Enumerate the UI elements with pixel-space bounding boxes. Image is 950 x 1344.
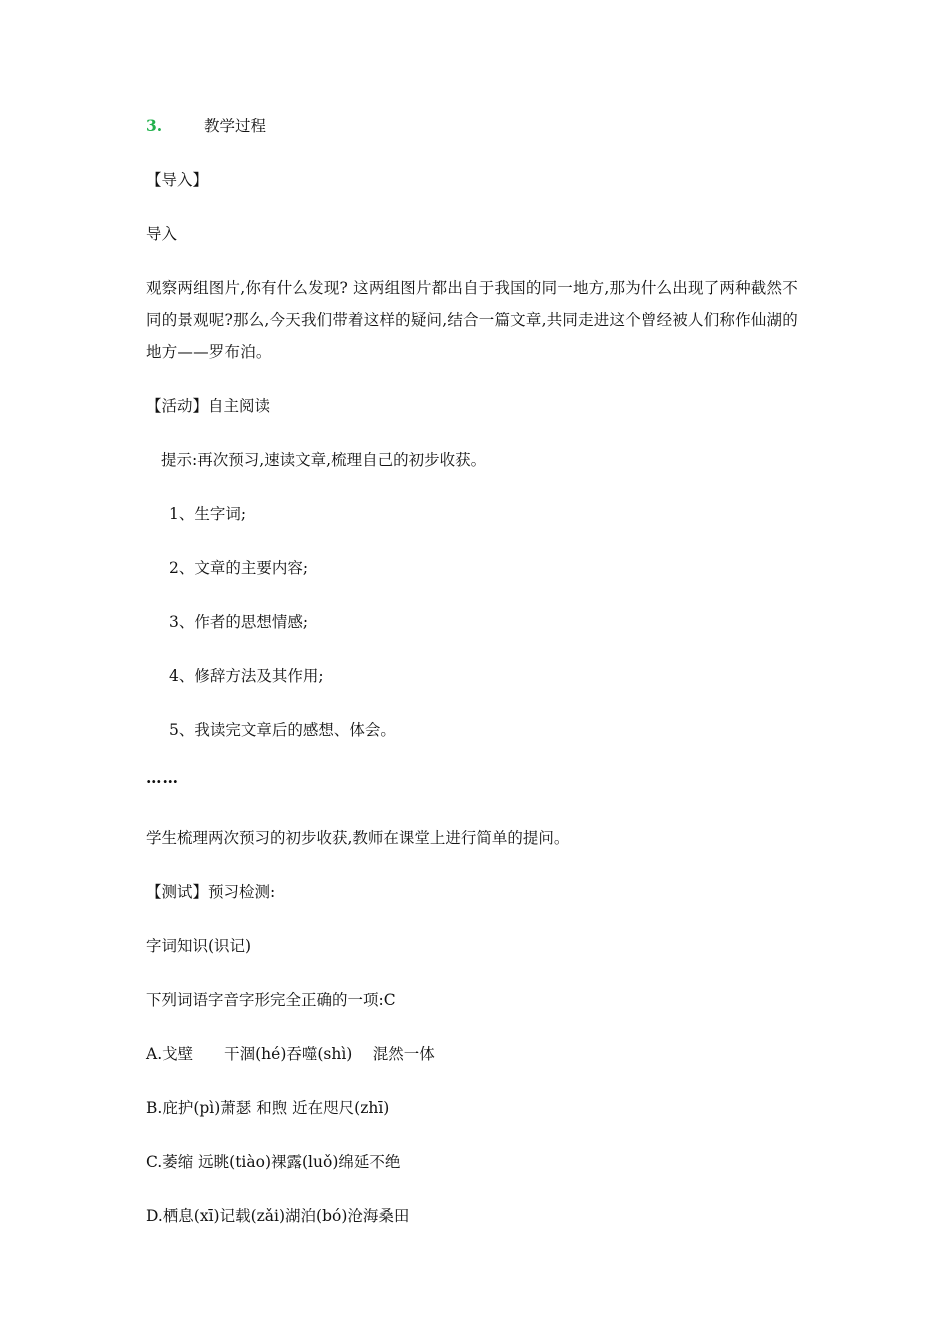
section-title: 教学过程	[204, 117, 267, 135]
task-item: 1、生字词;	[169, 505, 247, 523]
test-heading: 【测试】预习检测:	[146, 883, 276, 901]
intro-label: 导入	[146, 225, 178, 243]
activity-heading: 【活动】自主阅读	[146, 397, 271, 415]
task-item: 3、作者的思想情感;	[169, 613, 309, 631]
intro-tag: 【导入】	[146, 171, 209, 189]
test-category: 字词知识(识记)	[146, 937, 252, 955]
option-c: C.萎缩 远眺(tiào)裸露(luǒ)绵延不绝	[146, 1153, 401, 1171]
hint-text: 提示:再次预习,速读文章,梳理自己的初步收获。	[161, 451, 487, 469]
ellipsis: ……	[146, 768, 179, 787]
option-a: A.戈壁 干涸(hé)吞噬(shì) 混然一体	[146, 1045, 435, 1063]
section-heading	[146, 116, 267, 135]
section-number: 3.	[146, 116, 163, 135]
task-item: 4、修辞方法及其作用;	[169, 667, 324, 685]
intro-paragraph: 观察两组图片,你有什么发现? 这两组图片都出自于我国的同一地方,那为什么出现了两种截然不同的景观呢?那么,今天我们带着这样的疑问,结合一篇文章,共同走进这个曾经被人们称作仙湖的地方——罗布泊。	[146, 279, 798, 361]
question-text: 下列词语字音字形完全正确的一项:C	[146, 991, 396, 1009]
summary-text: 学生梳理两次预习的初步收获,教师在课堂上进行简单的提问。	[146, 829, 570, 847]
option-d: D.栖息(xī)记载(zǎi)湖泊(bó)沧海桑田	[146, 1207, 410, 1225]
option-b: B.庇护(pì)萧瑟 和煦 近在咫尺(zhī)	[146, 1099, 390, 1117]
task-item: 5、我读完文章后的感想、体会。	[169, 721, 396, 739]
task-item: 2、文章的主要内容;	[169, 559, 309, 577]
